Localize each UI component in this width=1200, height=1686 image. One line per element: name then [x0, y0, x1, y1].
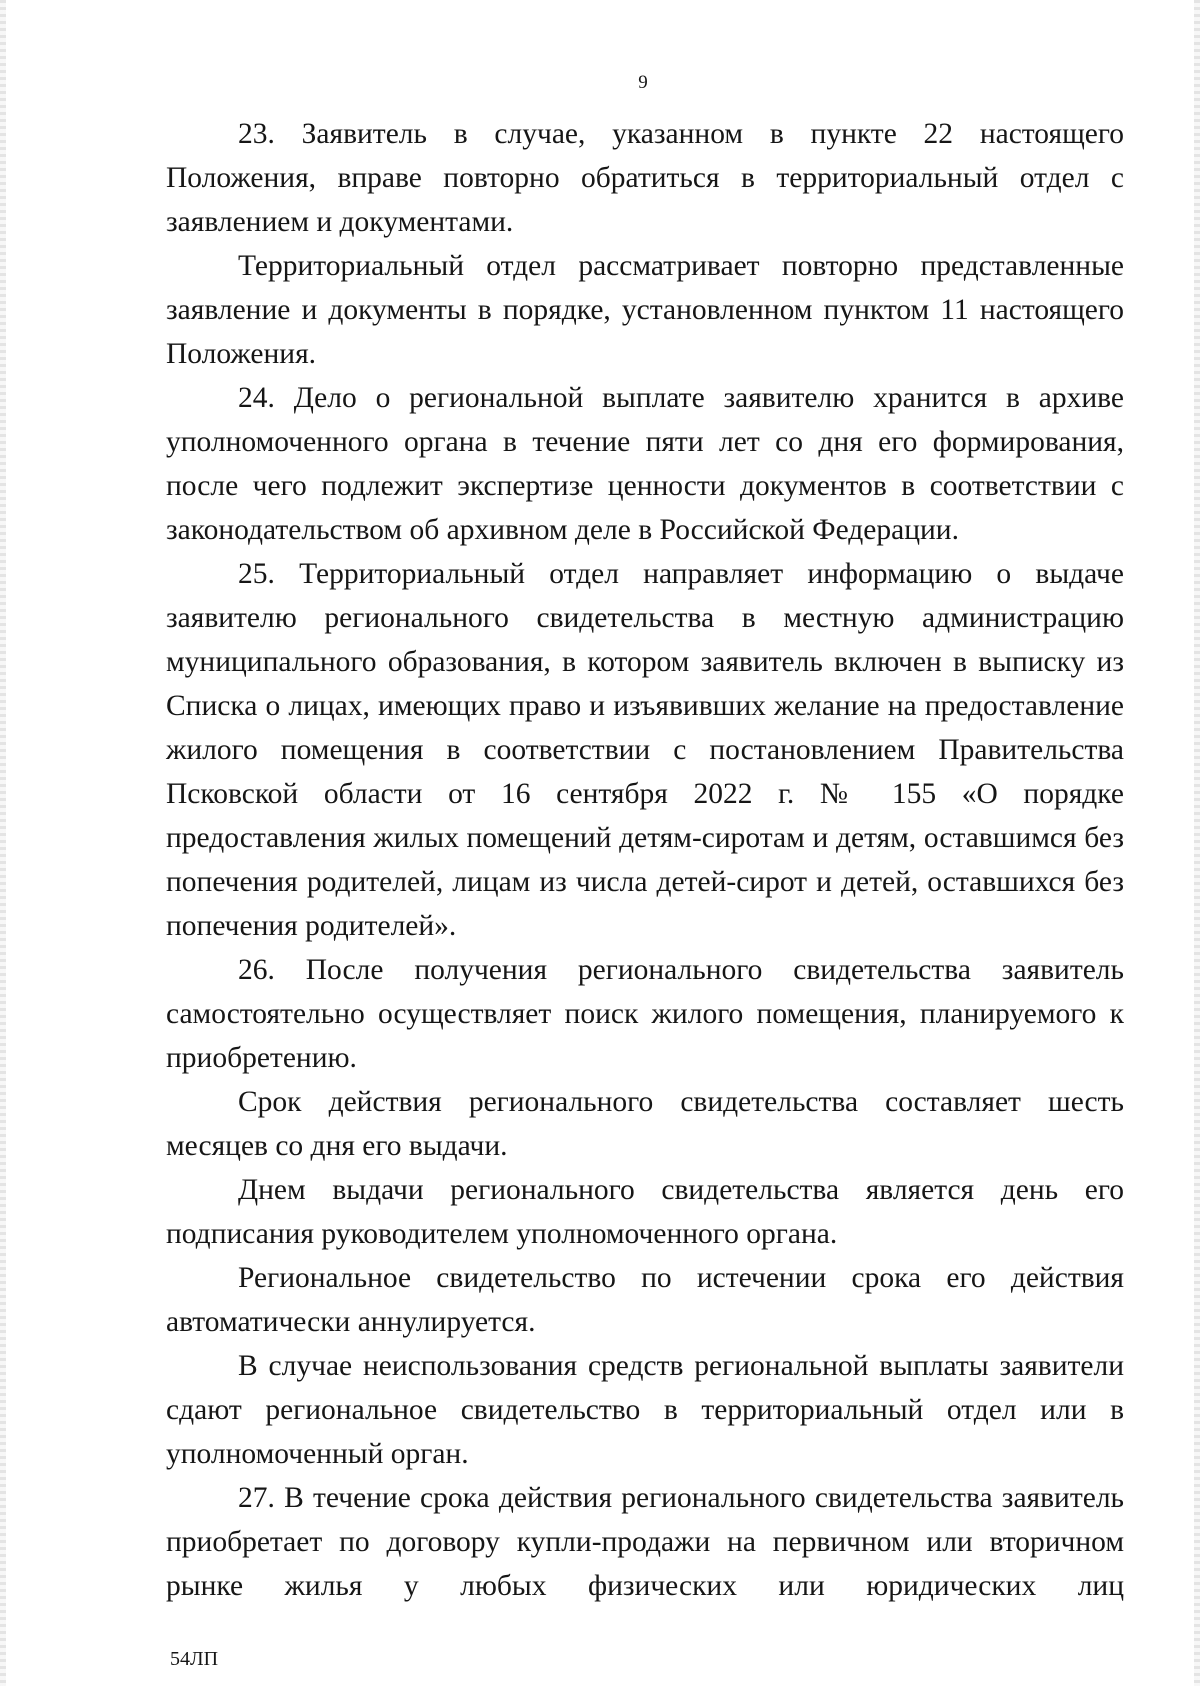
paragraph-25: 25. Территориальный отдел направляет информацию о выдаче заявителю регионального свидетельства в местную администрацию муниципального образования, в котором заявитель включен в выписку из Списка о лицах, имеющих право и изъявивших желание на предоставление жилого помещения в соответствии с постановлением Правительства Псковской области от 16 сентября 2022 г. № 155 «О порядке предоставления жилых помещений детям-сиротам и детям, оставшимся без попечения родителей, лицам из числа детей-сирот и детей, оставшихся без попечения родителей». [166, 558, 1124, 942]
document-body [166, 112, 1124, 1608]
paragraph-24: 24. Дело о региональной выплате заявителю хранится в архиве уполномоченного органа в течение пяти лет со дня его формирования, после чего подлежит экспертизе ценности документов в соответствии с законодательством об архивном деле в Российской Федерации. [166, 382, 1124, 546]
document-code: 54ЛП [170, 1648, 219, 1670]
scan-edge-left [0, 0, 6, 1686]
paragraph-26-return: В случае неиспользования средств региональной выплаты заявители сдают региональное свидетельство в территориальный отдел или в уполномоченный орган. [166, 1350, 1124, 1470]
paragraph-26: 26. После получения регионального свидетельства заявитель самостоятельно осуществляет поиск жилого помещения, планируемого к приобретению. [166, 954, 1124, 1074]
paragraph-23-continued: Территориальный отдел рассматривает повторно представленные заявление и документы в порядке, установленном пунктом 11 настоящего Положения. [166, 250, 1124, 370]
page-number: 9 [638, 72, 648, 93]
paragraph-23: 23. Заявитель в случае, указанном в пункте 22 настоящего Положения, вправе повторно обратиться в территориальный отдел с заявлением и документами. [166, 118, 1124, 238]
paragraph-26-term: Срок действия регионального свидетельства составляет шесть месяцев со дня его выдачи. [166, 1086, 1124, 1162]
paragraph-26-annulment: Региональное свидетельство по истечении срока его действия автоматически аннулируется. [166, 1262, 1124, 1338]
scan-edge-right [1194, 0, 1200, 1686]
paragraph-27: 27. В течение срока действия регионального свидетельства заявитель приобретает по договору купли-продажи на первичном или вторичном рынке жилья у любых физических или юридических лиц [166, 1482, 1124, 1602]
paragraph-26-issue-day: Днем выдачи регионального свидетельства является день его подписания руководителем уполномоченного органа. [166, 1174, 1124, 1250]
